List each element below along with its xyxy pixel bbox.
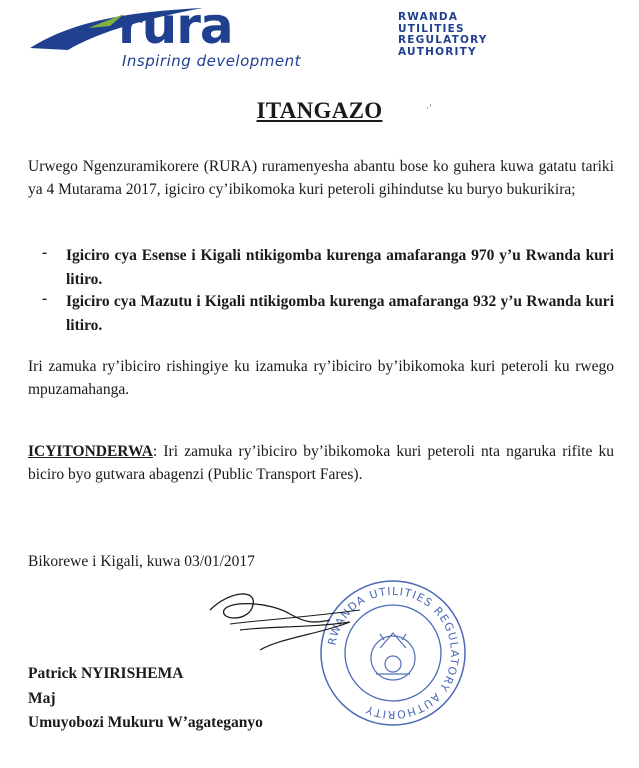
scan-speck-icon: ·’: [426, 104, 432, 114]
authority-line: AUTHORITY: [398, 45, 477, 58]
signatory-rank: Maj: [28, 690, 56, 707]
authority-line: REGULATORY: [398, 34, 488, 46]
authority-line: UTILITIES: [398, 22, 465, 35]
stamp-ring-text: RWANDA UTILITIES REGULATORY AUTHORITY: [325, 584, 462, 722]
note-paragraph: [28, 440, 614, 486]
intro-paragraph: Urwego Ngenzuramikorere (RURA) ruramenyesha abantu bose ko guhera kuwa gatatu tariki ya 4 Mutarama 2017, igiciro cy’ibikomoka kuri peteroli gihindutse ku buryo bukurikira;: [28, 158, 614, 198]
tagline: Inspiring development: [122, 52, 302, 70]
bullet-item: Igiciro cya Mazutu i Kigali ntikigomba kurenga amafaranga 932 y’u Rwanda kuri litiro.: [66, 293, 614, 334]
signatory-name: Patrick NYIRISHEMA: [28, 665, 184, 682]
note-text: : Iri zamuka ry’ibiciro by’ibikomoka kuri peteroli nta ngaruka rifite ku biciro byo gutwara abagenzi (Public Transport Fares).: [28, 443, 614, 483]
signatory-position: Umuyobozi Mukuru W’agateganyo: [28, 714, 263, 731]
bullet-dash-icon: -: [42, 290, 48, 307]
bullet-dash-icon: -: [42, 244, 48, 261]
page-title: ITANGAZO: [256, 98, 383, 123]
bullet-item: Igiciro cya Esense i Kigali ntikigomba kurenga amafaranga 970 y’u Rwanda kuri litiro.: [66, 247, 614, 288]
note-label: ICYITONDERWA: [28, 443, 153, 460]
reason-paragraph: Iri zamuka ry’ibiciro rishingiye ku izamuka ry’ibiciro by’ibikomoka kuri peteroli ku rwego mpuzamahanga.: [28, 358, 614, 398]
issue-date: Bikorewe i Kigali, kuwa 03/01/2017: [28, 553, 255, 570]
authority-line: RWANDA: [398, 11, 459, 23]
logo-text: rura: [118, 0, 233, 55]
authority-name: [398, 12, 488, 58]
signature-icon: [200, 580, 370, 660]
